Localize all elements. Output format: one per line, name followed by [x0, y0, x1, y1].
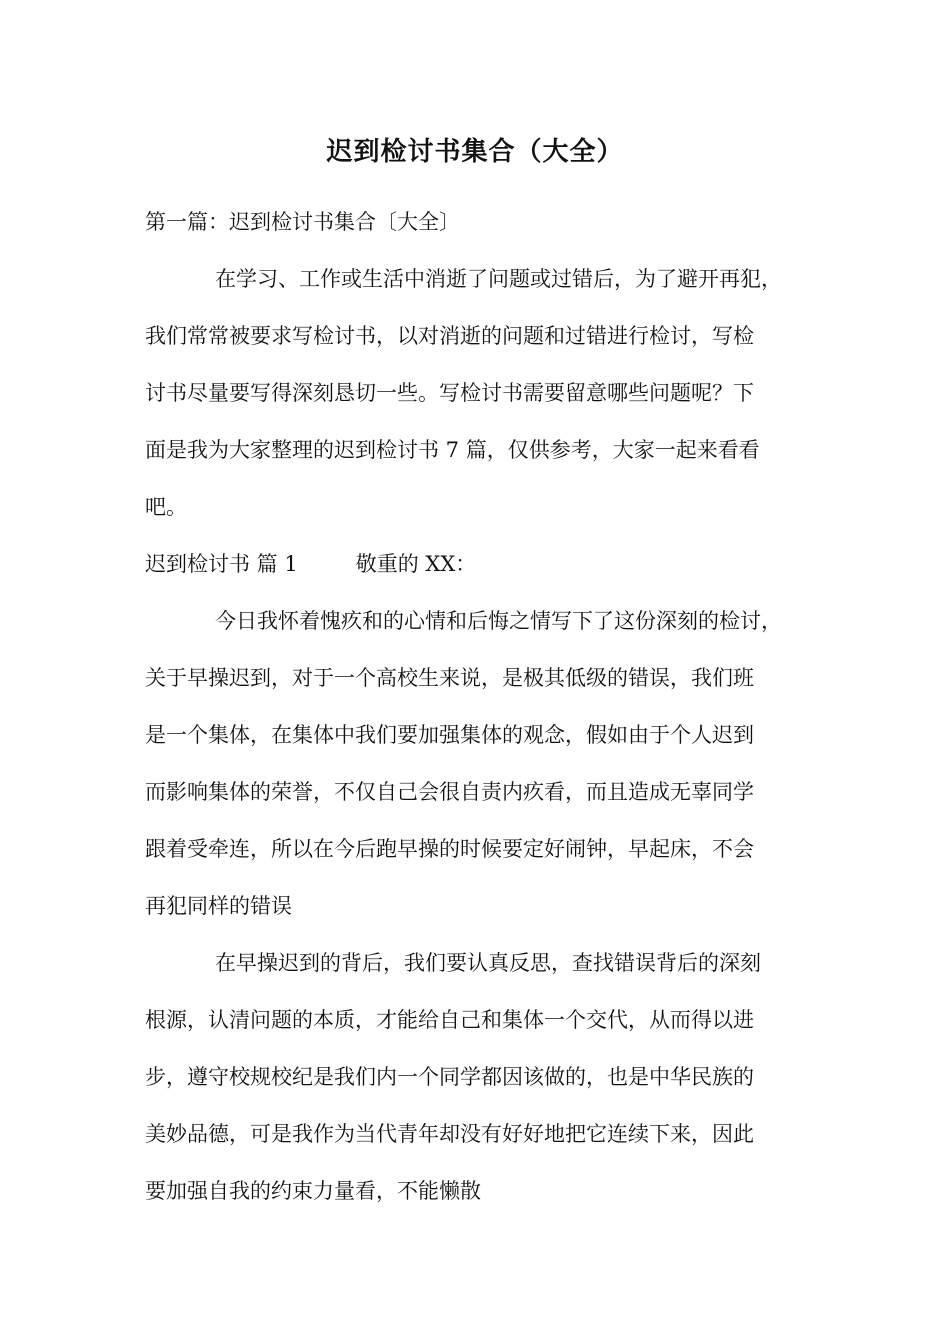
- intro-line: 讨书尽量要写得深刻恳切一些。写检讨书需要留意哪些问题呢？下: [145, 381, 754, 405]
- intro-line: 面是我为大家整理的迟到检讨书 7 篇，仅供参考，大家一起来看看: [145, 438, 760, 462]
- paragraph-line: 根源，认清问题的本质，才能给自己和集体一个交代，从而得以进: [145, 1008, 754, 1032]
- paragraph-line: 而影响集体的荣誉，不仅自己会很自责内疚看，而且造成无辜同学: [145, 780, 754, 804]
- paragraph-line: 跟着受牵连，所以在今后跑早操的时候要定好闹钟，早起床，不会: [145, 837, 754, 861]
- paragraph-line: 是一个集体，在集体中我们要加强集体的观念，假如由于个人迟到: [145, 723, 754, 747]
- letter-label: 迟到检讨书 篇 1: [145, 552, 298, 576]
- section-heading: 第一篇：迟到检讨书集合〔大全〕: [145, 210, 460, 234]
- letter-salutation: 敬重的 XX：: [355, 552, 477, 576]
- paragraph-line: 美妙品德，可是我作为当代青年却没有好好地把它连续下来，因此: [145, 1122, 754, 1146]
- intro-line: 在学习、工作或生活中消逝了问题或过错后，为了避开再犯，: [215, 267, 782, 291]
- document-title: 迟到检讨书集合（大全）: [326, 137, 624, 167]
- paragraph-line: 在早操迟到的背后，我们要认真反思，查找错误背后的深刻: [215, 951, 761, 975]
- paragraph-line: 步，遵守校规校纪是我们内一个同学都因该做的，也是中华民族的: [145, 1065, 754, 1089]
- letter-heading: [145, 549, 815, 579]
- paragraph-line: 要加强自我的约束力量看，不能懒散: [145, 1179, 481, 1203]
- paragraph-line: 关于早操迟到，对于一个高校生来说，是极其低级的错误，我们班: [145, 666, 754, 690]
- intro-line: 吧。: [145, 495, 187, 519]
- paragraph-line: 今日我怀着愧疚和的心情和后悔之情写下了这份深刻的检讨，: [215, 609, 782, 633]
- intro-line: 我们常常被要求写检讨书，以对消逝的问题和过错进行检讨，写检: [145, 324, 754, 348]
- paragraph-line: 再犯同样的错误: [145, 894, 292, 918]
